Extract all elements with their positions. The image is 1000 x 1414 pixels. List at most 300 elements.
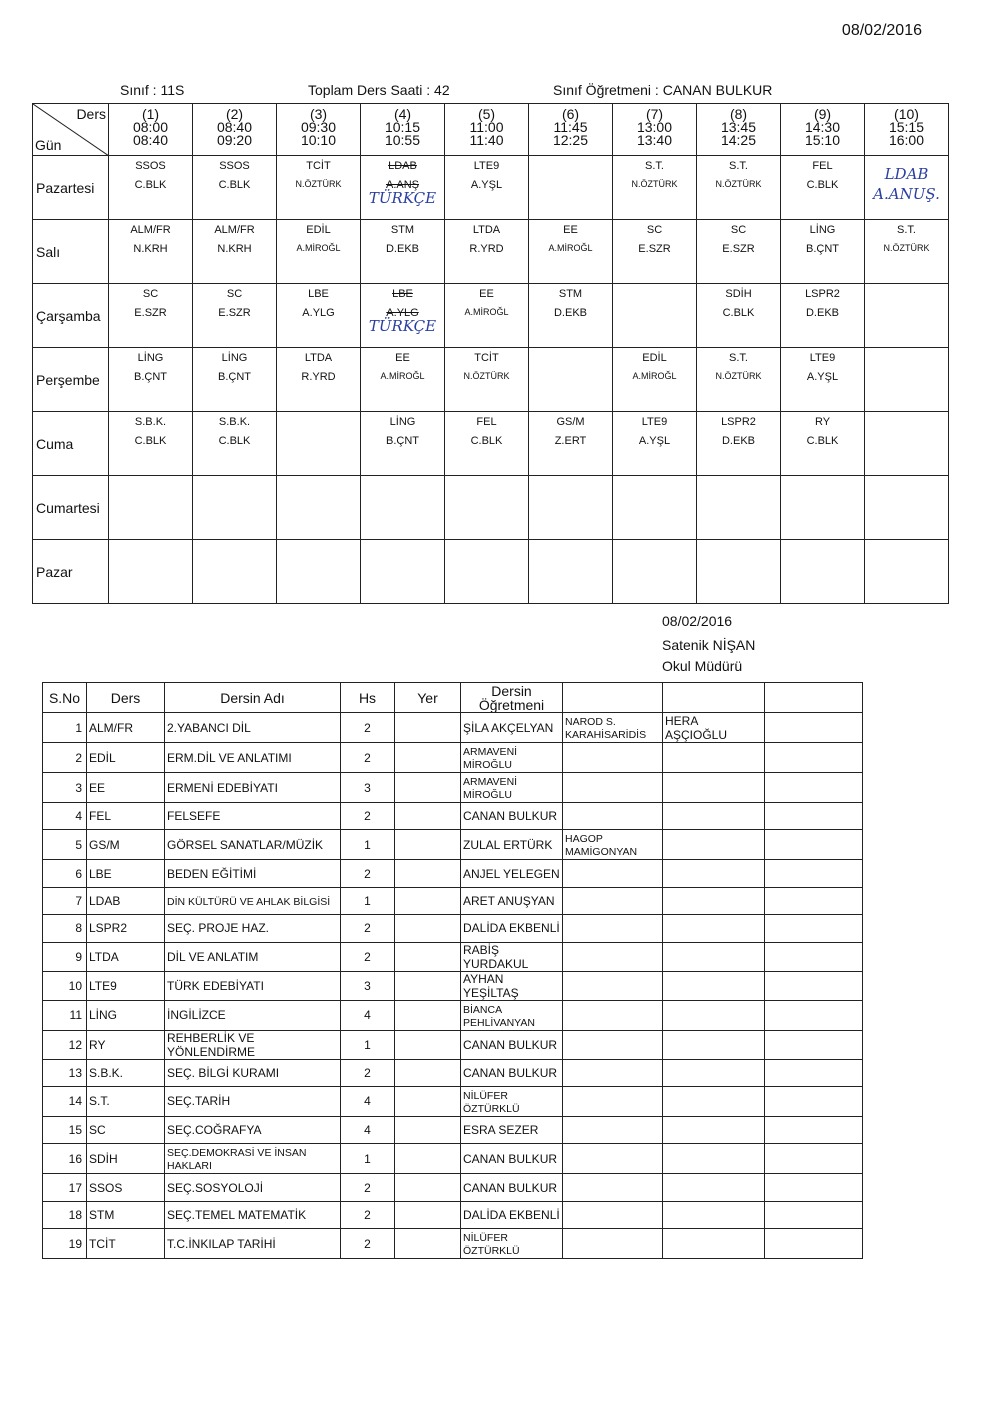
- lesson-cell: [445, 220, 529, 284]
- teacher-code: R.YRD: [469, 243, 504, 255]
- lesson-cell: [613, 348, 697, 412]
- teacher-code: D.EKB: [553, 307, 587, 319]
- lesson-hours: 2: [341, 860, 395, 887]
- lesson-teacher-3: [663, 1201, 765, 1228]
- lesson-cell: [613, 412, 697, 476]
- lesson-cell: [529, 412, 613, 476]
- lesson-code: RY: [87, 1030, 165, 1059]
- teacher-code: A.MİROĞL: [296, 243, 341, 253]
- lesson-code: S.T.: [729, 160, 748, 172]
- teacher-code: C.BLK: [806, 179, 839, 191]
- lesson-code: EE: [479, 288, 494, 300]
- lesson-cell: [697, 412, 781, 476]
- lesson-code: SSOS: [219, 160, 250, 172]
- lesson-code: LİNG: [221, 352, 248, 364]
- teacher-code: C.BLK: [218, 179, 251, 191]
- lesson-cell: [865, 540, 949, 604]
- lesson-name: SEÇ. PROJE HAZ.: [165, 915, 341, 942]
- lesson-code: EDİL: [642, 352, 667, 364]
- lesson-code: LTE9: [809, 352, 836, 364]
- lesson-code: SC: [730, 224, 747, 236]
- header-no: S.No: [43, 683, 87, 713]
- row-number: 11: [43, 1000, 87, 1030]
- lesson-row: [43, 860, 863, 887]
- lesson-cell: [361, 412, 445, 476]
- lesson-code: TCİT: [87, 1229, 165, 1259]
- teacher-code: A.YŞL: [806, 371, 839, 383]
- lesson-cell: [277, 284, 361, 348]
- lesson-teacher: ESRA SEZER: [461, 1116, 563, 1143]
- lesson-code: STM: [87, 1201, 165, 1228]
- lesson-cell: [529, 220, 613, 284]
- lesson-teacher-2: [563, 803, 663, 830]
- teacher-code: C.BLK: [722, 307, 755, 319]
- row-number: 9: [43, 942, 87, 971]
- row-number: 19: [43, 1229, 87, 1259]
- lesson-code: LTE9: [87, 971, 165, 1000]
- lesson-cell: [697, 220, 781, 284]
- period-header: (7) 13:00 13:40: [613, 104, 697, 156]
- row-number: 15: [43, 1116, 87, 1143]
- lesson-cell: [109, 156, 193, 220]
- header-empty: [765, 683, 863, 713]
- lesson-cell: [277, 348, 361, 412]
- lesson-cell: [781, 540, 865, 604]
- lesson-name: FELSEFE: [165, 803, 341, 830]
- lesson-place: [395, 1201, 461, 1228]
- header-place: Yer: [395, 683, 461, 713]
- period-header: (9) 14:30 15:10: [781, 104, 865, 156]
- lesson-teacher-3: HERA AŞÇIOĞLU: [663, 713, 765, 743]
- lesson-code: SC: [87, 1116, 165, 1143]
- row-number: 2: [43, 743, 87, 773]
- lesson-cell: [361, 156, 445, 220]
- lesson-name: DİN KÜLTÜRÜ VE AHLAK BİLGİSİ: [165, 887, 341, 914]
- lesson-code: SC: [646, 224, 663, 236]
- lesson-cell: [361, 348, 445, 412]
- lesson-place: [395, 1030, 461, 1059]
- teacher-code: N.ÖZTÜRK: [295, 179, 342, 189]
- row-number: 3: [43, 773, 87, 803]
- lesson-code: LİNG: [137, 352, 164, 364]
- lesson-cell: [697, 284, 781, 348]
- lesson-cell: [697, 156, 781, 220]
- lesson-teacher-2: [563, 1000, 663, 1030]
- teacher-code: A.MİROĞL: [464, 307, 509, 317]
- lesson-code: LSPR2: [805, 288, 840, 300]
- lesson-cell: [361, 540, 445, 604]
- lesson-teacher-3: [663, 971, 765, 1000]
- lesson-row: [43, 1201, 863, 1228]
- lesson-code: FEL: [812, 160, 833, 172]
- lesson-extra: [765, 803, 863, 830]
- lesson-code: LTDA: [472, 224, 501, 236]
- lesson-cell: [277, 476, 361, 540]
- lesson-row: [43, 1174, 863, 1201]
- teacher-code: C.BLK: [134, 179, 167, 191]
- lesson-code: EDİL: [87, 743, 165, 773]
- principal-title: Okul Müdürü: [662, 658, 743, 674]
- lesson-extra: [765, 915, 863, 942]
- lesson-code: LİNG: [389, 416, 416, 428]
- lesson-cell: [109, 540, 193, 604]
- lesson-teacher-2: [563, 942, 663, 971]
- teacher-code: C.BLK: [806, 435, 839, 447]
- row-number: 18: [43, 1201, 87, 1228]
- lesson-cell: [697, 476, 781, 540]
- lesson-teacher-2: [563, 971, 663, 1000]
- teacher-code: A.ANŞ: [385, 179, 419, 191]
- lesson-row: [43, 803, 863, 830]
- lesson-extra: [765, 1059, 863, 1086]
- lesson-teacher-3: [663, 1000, 765, 1030]
- lesson-teacher-2: [563, 887, 663, 914]
- lesson-teacher-3: [663, 915, 765, 942]
- teacher-code: E.SZR: [638, 243, 671, 255]
- period-header: (6) 11:45 12:25: [529, 104, 613, 156]
- lesson-teacher: NİLÜFER ÖZTÜRKLÜ: [461, 1086, 563, 1116]
- handwritten-note: TÜRKÇE: [368, 317, 437, 335]
- lesson-cell: [445, 348, 529, 412]
- lesson-cell: [781, 220, 865, 284]
- lesson-place: [395, 915, 461, 942]
- lesson-name: REHBERLİK VE YÖNLENDİRME: [165, 1030, 341, 1059]
- lesson-cell: [613, 284, 697, 348]
- lesson-hours: 1: [341, 1030, 395, 1059]
- lesson-teacher-3: [663, 887, 765, 914]
- teacher-code: A.YŞL: [638, 435, 671, 447]
- period-header: (2) 08:40 09:20: [193, 104, 277, 156]
- day-name: Pazar: [33, 540, 109, 604]
- lesson-code: LİNG: [809, 224, 836, 236]
- lesson-name: SEÇ.TARİH: [165, 1086, 341, 1116]
- lesson-cell: [865, 348, 949, 412]
- row-number: 5: [43, 830, 87, 860]
- lesson-code: LBE: [87, 860, 165, 887]
- lesson-cell: [193, 412, 277, 476]
- lesson-code: STM: [558, 288, 583, 300]
- lesson-extra: [765, 1144, 863, 1174]
- lesson-hours: 2: [341, 1201, 395, 1228]
- lesson-hours: 2: [341, 1174, 395, 1201]
- weekly-timetable: [32, 103, 949, 604]
- lesson-teacher: NİLÜFER ÖZTÜRKLÜ: [461, 1229, 563, 1259]
- lesson-teacher: CANAN BULKUR: [461, 803, 563, 830]
- day-row: [33, 284, 949, 348]
- teacher-code: B.ÇNT: [134, 371, 167, 383]
- row-number: 10: [43, 971, 87, 1000]
- lesson-cell: [193, 156, 277, 220]
- lesson-place: [395, 1000, 461, 1030]
- lesson-row: [43, 942, 863, 971]
- lesson-hours: 2: [341, 743, 395, 773]
- lesson-code: EE: [395, 352, 410, 364]
- lesson-teacher-2: [563, 1201, 663, 1228]
- lesson-name: 2.YABANCI DİL: [165, 713, 341, 743]
- teacher-code: E.SZR: [218, 307, 251, 319]
- lesson-code: TCİT: [474, 352, 499, 364]
- lesson-row: [43, 713, 863, 743]
- lesson-code: LSPR2: [721, 416, 756, 428]
- lesson-code: TCİT: [306, 160, 331, 172]
- teacher-code: N.KRH: [133, 243, 168, 255]
- lesson-code: SSOS: [135, 160, 166, 172]
- lesson-extra: [765, 1000, 863, 1030]
- lesson-teacher-3: [663, 743, 765, 773]
- principal-name: Satenik NİŞAN: [662, 637, 756, 653]
- lesson-code: EE: [87, 773, 165, 803]
- header-empty: [663, 683, 765, 713]
- lesson-cell: [109, 412, 193, 476]
- lesson-name: SEÇ. BİLGİ KURAMI: [165, 1059, 341, 1086]
- lesson-teacher-2: [563, 1174, 663, 1201]
- lesson-place: [395, 860, 461, 887]
- teacher-code: N.ÖZTÜRK: [715, 371, 762, 381]
- lesson-teacher-3: [663, 860, 765, 887]
- lesson-row: [43, 887, 863, 914]
- lesson-cell: [109, 476, 193, 540]
- lesson-extra: [765, 942, 863, 971]
- lesson-hours: 4: [341, 1000, 395, 1030]
- lesson-teacher: CANAN BULKUR: [461, 1144, 563, 1174]
- lesson-cell: [445, 476, 529, 540]
- lesson-code: LDAB: [388, 160, 417, 172]
- lesson-cell: [613, 540, 697, 604]
- lesson-teacher-3: [663, 1086, 765, 1116]
- lesson-hours: 2: [341, 803, 395, 830]
- teacher-code: Z.ERT: [554, 435, 587, 447]
- day-name: Pazartesi: [33, 156, 109, 220]
- lesson-cell: [193, 348, 277, 412]
- lesson-teacher-3: [663, 1030, 765, 1059]
- lesson-cell: [613, 476, 697, 540]
- teacher-code: D.EKB: [805, 307, 839, 319]
- corner-gun-label: Gün: [35, 137, 62, 153]
- lesson-place: [395, 1229, 461, 1259]
- period-header-row: [33, 104, 949, 156]
- total-hours-label: Toplam Ders Saati : 42: [308, 82, 450, 98]
- lesson-code: FEL: [476, 416, 497, 428]
- handwritten-note: TÜRKÇE: [368, 189, 437, 207]
- lesson-place: [395, 971, 461, 1000]
- row-number: 7: [43, 887, 87, 914]
- lesson-name: GÖRSEL SANATLAR/MÜZİK: [165, 830, 341, 860]
- teacher-code: C.BLK: [218, 435, 251, 447]
- lesson-code: S.B.K.: [134, 416, 167, 428]
- lesson-row: [43, 971, 863, 1000]
- lesson-extra: [765, 743, 863, 773]
- lesson-code: LTDA: [87, 942, 165, 971]
- lesson-teacher-2: [563, 1086, 663, 1116]
- lesson-teacher-2: [563, 1116, 663, 1143]
- day-name: Perşembe: [33, 348, 109, 412]
- lesson-code: ALM/FR: [214, 224, 255, 236]
- lesson-teacher-3: [663, 803, 765, 830]
- lesson-row: [43, 1059, 863, 1086]
- lesson-code: ALM/FR: [130, 224, 171, 236]
- print-date: 08/02/2016: [841, 22, 922, 39]
- lesson-cell: [529, 348, 613, 412]
- lesson-place: [395, 1174, 461, 1201]
- lesson-code: RY: [814, 416, 831, 428]
- lesson-teacher-3: [663, 830, 765, 860]
- lesson-code: SSOS: [87, 1174, 165, 1201]
- period-header: (8) 13:45 14:25: [697, 104, 781, 156]
- lesson-place: [395, 830, 461, 860]
- lesson-teacher: DALİDA EKBENLİ: [461, 915, 563, 942]
- lesson-teacher: CANAN BULKUR: [461, 1030, 563, 1059]
- handwritten-note: A.ANUŞ.: [873, 185, 940, 203]
- lesson-cell: [529, 476, 613, 540]
- lesson-cell: [781, 476, 865, 540]
- lesson-row: [43, 1086, 863, 1116]
- row-number: 6: [43, 860, 87, 887]
- lesson-teacher-2: NAROD S. KARAHİSARİDİS: [563, 713, 663, 743]
- lesson-place: [395, 713, 461, 743]
- lesson-cell: [277, 156, 361, 220]
- row-number: 17: [43, 1174, 87, 1201]
- lesson-hours: 1: [341, 830, 395, 860]
- lesson-code: FEL: [87, 803, 165, 830]
- lesson-cell: [361, 220, 445, 284]
- lesson-teacher-3: [663, 1059, 765, 1086]
- lesson-teacher: BİANCA PEHLİVANYAN: [461, 1000, 563, 1030]
- lesson-cell: [781, 284, 865, 348]
- lesson-cell: [193, 284, 277, 348]
- lesson-cell: [361, 476, 445, 540]
- lesson-extra: [765, 1229, 863, 1259]
- lesson-cell: [865, 156, 949, 220]
- teacher-code: E.SZR: [722, 243, 755, 255]
- lesson-name: ERMENİ EDEBİYATI: [165, 773, 341, 803]
- lesson-cell: [445, 284, 529, 348]
- lesson-row: [43, 1144, 863, 1174]
- lesson-cell: [445, 412, 529, 476]
- lesson-place: [395, 803, 461, 830]
- teacher-code: D.EKB: [721, 435, 755, 447]
- lesson-teacher-3: [663, 1174, 765, 1201]
- lesson-extra: [765, 1116, 863, 1143]
- lesson-teacher: ARMAVENİ MİROĞLU: [461, 743, 563, 773]
- period-header: (3) 09:30 10:10: [277, 104, 361, 156]
- lesson-place: [395, 942, 461, 971]
- day-row: [33, 156, 949, 220]
- lesson-row: [43, 1116, 863, 1143]
- row-number: 16: [43, 1144, 87, 1174]
- lesson-cell: [277, 412, 361, 476]
- period-header: (5) 11:00 11:40: [445, 104, 529, 156]
- teacher-code: N.KRH: [217, 243, 252, 255]
- lesson-teacher-3: [663, 1116, 765, 1143]
- lesson-cell: [109, 284, 193, 348]
- lesson-name: SEÇ.COĞRAFYA: [165, 1116, 341, 1143]
- lesson-code: EDİL: [306, 224, 331, 236]
- lesson-cell: [529, 156, 613, 220]
- lesson-row: [43, 743, 863, 773]
- teacher-code: N.ÖZTÜRK: [715, 179, 762, 189]
- lesson-name: DİL VE ANLATIM: [165, 942, 341, 971]
- teacher-code: N.ÖZTÜRK: [463, 371, 510, 381]
- lesson-cell: [865, 220, 949, 284]
- teacher-code: A.MİROĞL: [632, 371, 677, 381]
- period-header: (10) 15:15 16:00: [865, 104, 949, 156]
- lesson-hours: 2: [341, 915, 395, 942]
- handwritten-note: LDAB: [884, 165, 929, 183]
- teacher-code: E.SZR: [134, 307, 167, 319]
- lesson-code: LSPR2: [87, 915, 165, 942]
- lesson-code: GS/M: [87, 830, 165, 860]
- teacher-code: N.ÖZTÜRK: [883, 243, 930, 253]
- lesson-name: TÜRK EDEBİYATI: [165, 971, 341, 1000]
- lesson-cell: [361, 284, 445, 348]
- lesson-cell: [613, 220, 697, 284]
- lesson-teacher-2: [563, 915, 663, 942]
- lesson-cell: [445, 156, 529, 220]
- lesson-teacher: CANAN BULKUR: [461, 1059, 563, 1086]
- day-row: [33, 348, 949, 412]
- lesson-cell: [697, 348, 781, 412]
- lesson-code: ALM/FR: [87, 713, 165, 743]
- day-row: [33, 476, 949, 540]
- day-name: Cumartesi: [33, 476, 109, 540]
- lesson-code: SC: [226, 288, 243, 300]
- lesson-name: SEÇ.SOSYOLOJİ: [165, 1174, 341, 1201]
- day-row: [33, 412, 949, 476]
- lesson-code: LTDA: [304, 352, 333, 364]
- teacher-code: R.YRD: [301, 371, 336, 383]
- lesson-hours: 4: [341, 1116, 395, 1143]
- lesson-code: S.B.K.: [218, 416, 251, 428]
- lesson-teacher: ŞİLA AKÇELYAN: [461, 713, 563, 743]
- lesson-row: [43, 830, 863, 860]
- teacher-code: B.ÇNT: [386, 435, 419, 447]
- lesson-cell: [193, 476, 277, 540]
- day-name: Cuma: [33, 412, 109, 476]
- lesson-name: SEÇ.DEMOKRASİ VE İNSAN HAKLARI: [165, 1144, 341, 1174]
- header-empty: [563, 683, 663, 713]
- day-name: Çarşamba: [33, 284, 109, 348]
- lesson-teacher: RABİŞ YURDAKUL: [461, 942, 563, 971]
- lesson-hours: 3: [341, 773, 395, 803]
- lesson-cell: [193, 220, 277, 284]
- lesson-teacher: ARMAVENİ MİROĞLU: [461, 773, 563, 803]
- lesson-code: S.T.: [645, 160, 664, 172]
- lesson-cell: [865, 412, 949, 476]
- teacher-code: A.YLG: [386, 307, 419, 319]
- lesson-code: STM: [390, 224, 415, 236]
- lesson-code: SDİH: [87, 1144, 165, 1174]
- corner-ders-label: Ders: [76, 106, 106, 122]
- lesson-code: EE: [563, 224, 578, 236]
- lesson-teacher-2: [563, 1229, 663, 1259]
- lesson-extra: [765, 773, 863, 803]
- lesson-hours: 2: [341, 713, 395, 743]
- lesson-hours: 4: [341, 1086, 395, 1116]
- lesson-cell: [109, 220, 193, 284]
- lesson-cell: [865, 476, 949, 540]
- lesson-row: [43, 1030, 863, 1059]
- lesson-cell: [697, 540, 781, 604]
- lesson-code: GS/M: [556, 416, 585, 428]
- lessons-header-row: [43, 683, 863, 713]
- lesson-code: S.T.: [87, 1086, 165, 1116]
- day-row: [33, 540, 949, 604]
- lesson-teacher-3: [663, 1144, 765, 1174]
- lesson-cell: [781, 412, 865, 476]
- teacher-code: C.BLK: [134, 435, 167, 447]
- lesson-cell: [781, 156, 865, 220]
- lesson-code: LTE9: [473, 160, 500, 172]
